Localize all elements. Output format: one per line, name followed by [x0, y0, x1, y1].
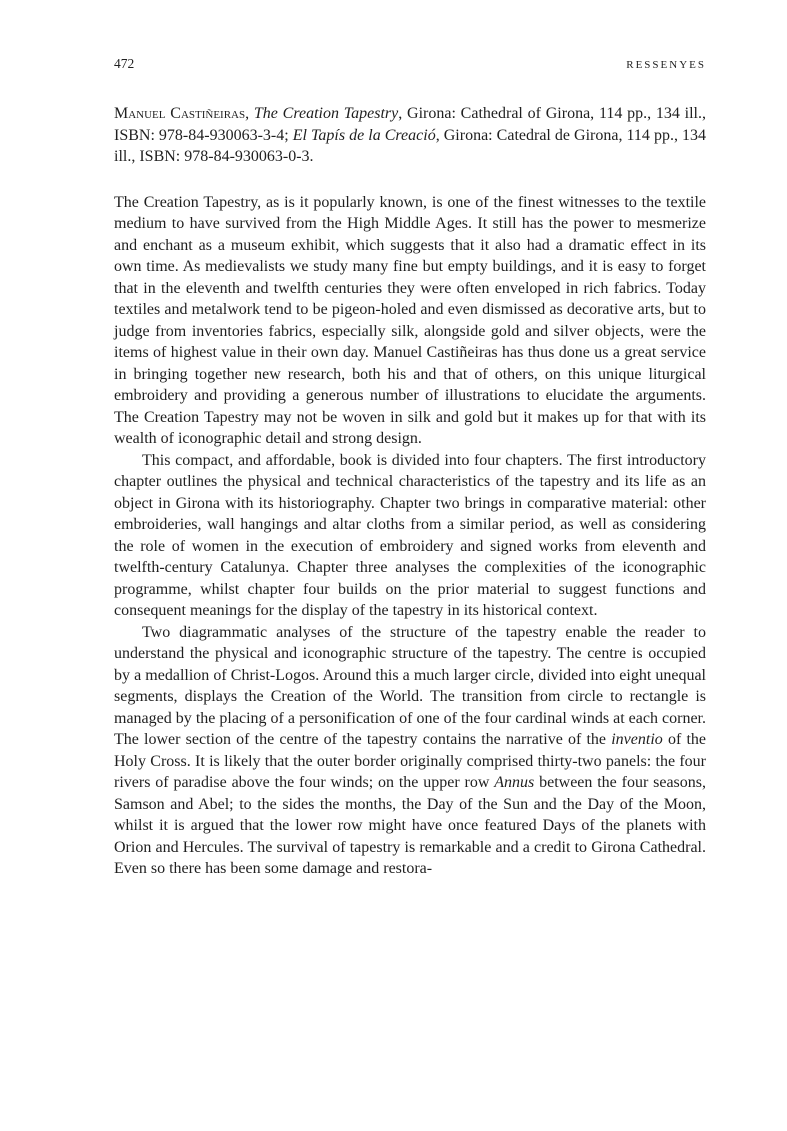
book-citation [114, 103, 706, 168]
paragraph-3-part-b: of the Holy Cross. It is likely that the outer border originally comprised thirty-two panels: the four rivers of paradise above the four winds; on the upper row [114, 731, 706, 791]
running-title: RESSENYES [626, 59, 706, 71]
paragraph-3-part-c: between the four seasons, Samson and Abel; to the sides the months, the Day of the Sun and the Day of the Moon, whilst it is argued that the lower row might have once featured Days of the planets with Orion and Hercules. The survival of tapestry is remarkable and a credit to Girona Cathedral. Even so there has been some damage and restora- [114, 774, 707, 877]
running-header [114, 54, 706, 74]
book-details-catalan: , Girona: Catedral de Girona, 114 pp., 134 ill., ISBN: 978-84-930063-0-3. [114, 126, 706, 165]
document-page [114, 54, 706, 880]
book-details-english: , Girona: Cathedral of Girona, 114 pp., 134 ill., ISBN: 978-84-930063-3-4; [114, 105, 707, 144]
paragraph-2: This compact, and affordable, book is divided into four chapters. The first introductory chapter outlines the physical and technical characteristics of the tapestry and its life as an object in Girona with its historiography. Chapter two brings in comparative material: other embroideries, wall hangings and altar cloths from a similar period, as well as considering the role of women in the execution of embroidery and signed works from eleventh and twelfth-century Catalunya. Chapter three analyses the complexities of the iconographic programme, whilst chapter four builds on the prior material to suggest functions and consequent meanings for the display of the tapestry in its historical context. [114, 451, 706, 619]
paragraph-1: The Creation Tapestry, as is it popularly known, is one of the finest witnesses to the textile medium to have survived from the High Middle Ages. It still has the power to mesmerize and enchant as a museum exhibit, which suggests that it also had a dramatic effect in its own time. As medievalists we study many fine but empty buildings, and it is easy to forget that in the eleventh and twelfth centuries they were often enveloped in rich fabrics. Today textiles and metalwork tend to be pigeon-holed and even dismissed as decorative arts, but to judge from inventories fabrics, especially silk, alongside gold and silver objects, were the items of highest value in their own day. Manuel Castiñeiras has thus done us a great service in bringing together new research, both his and that of others, on this unique liturgical embroidery and providing a generous number of illustrations to elucidate the arguments. The Creation Tapestry may not be woven in silk and gold but it makes up for that with its wealth of iconographic detail and strong design. [114, 193, 706, 447]
review-body [114, 192, 706, 880]
paragraph-3-part-a: Two diagrammatic analyses of the structure of the tapestry enable the reader to understand the physical and iconographic structure of the tapestry. The centre is occupied by a medallion of Christ-Logos. Around this a much larger circle, divided into eight unequal segments, displays the Creation of the World. The transition from circle to rectangle is managed by the placing of a personification of one of the four cardinal winds at each corner. The lower section of the centre of the tapestry contains the narrative of the [114, 623, 706, 748]
book-author: Manuel Castiñeiras [114, 105, 246, 122]
book-title-catalan: El Tapís de la Creació [292, 126, 436, 144]
term-inventio: inventio [611, 731, 663, 748]
citation-separator: , [245, 105, 254, 122]
book-title-english: The Creation Tapestry [253, 105, 399, 122]
page-number: 472 [114, 56, 135, 71]
term-annus: Annus [494, 774, 535, 791]
paragraph-3 [114, 622, 706, 880]
